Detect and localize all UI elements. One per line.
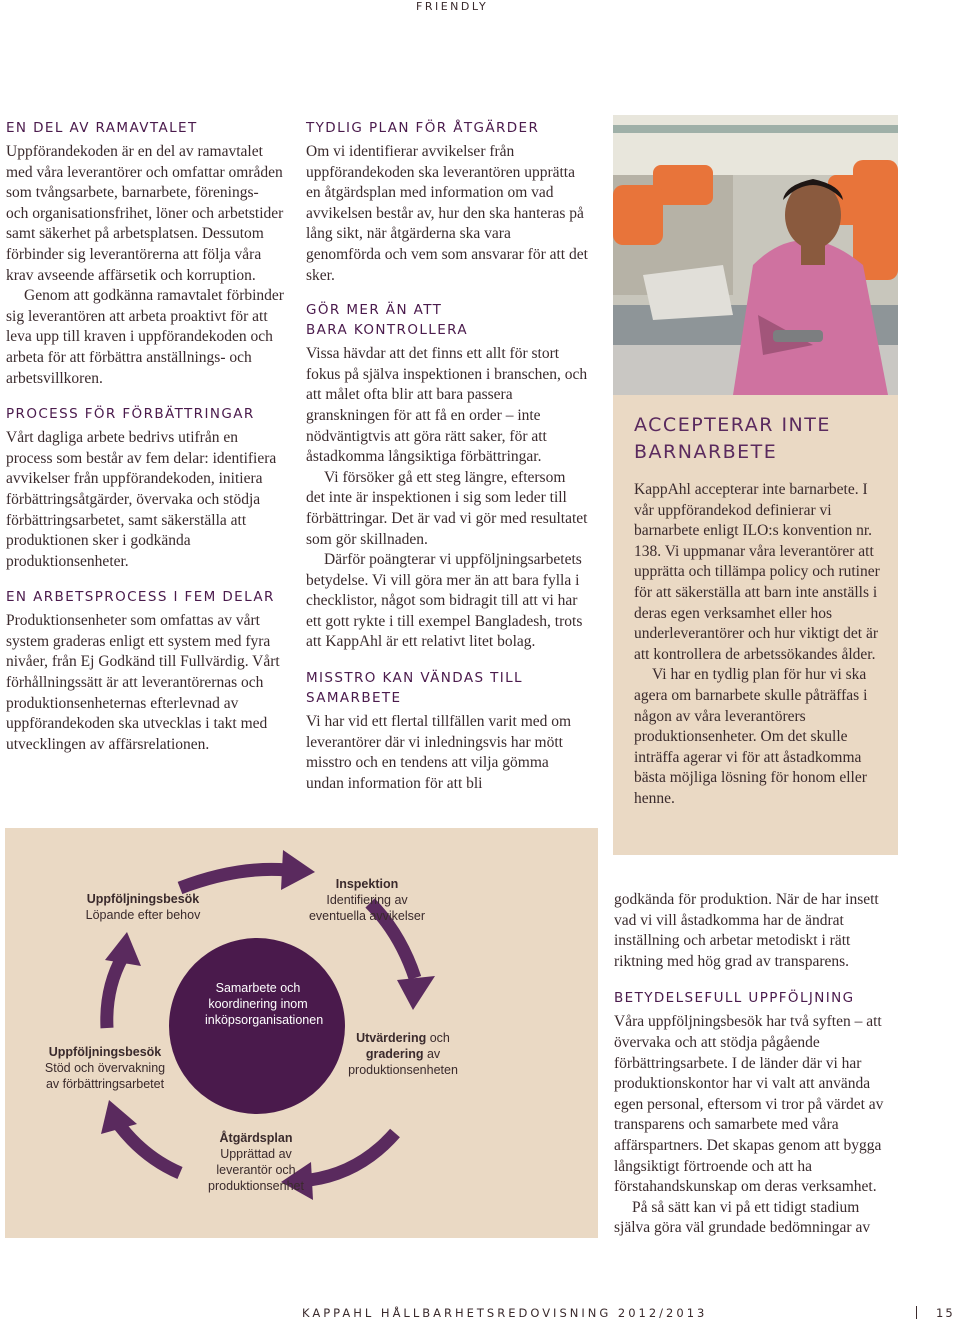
heading-process: PROCESS FÖR FÖRBÄTTRINGAR <box>6 406 255 423</box>
label-atgardsplan <box>208 1130 304 1194</box>
paragraph: Om vi identifierar avvikelser från uppförandekoden ska leverantören upprätta en åtgärdsplan med information om vad avvikelsen består av, hur den ska hanteras på lång sikt, när åtgärderna ska vara genomförda och vem som ansvarar för att det sker. <box>306 143 588 284</box>
paragraph: Därför poängterar vi uppföljningsarbetets betydelse. Vi vill göra mer än att bara fylla i checklistor, något som bidragit till att vi har ett gott rykte i till exempel Bangladesh, trots att KappAhl är ett relativt litet bolag. <box>306 551 583 651</box>
paragraph: Vissa hävdar att det finns ett allt för stort fokus på själva inspektionen i branschen, och att målet ofta blir att bara passera granskningen för att få en order – inte nödväntigtvis att göra rätt saker, för att åstadkomma långsiktiga förbättringar. <box>306 345 588 466</box>
arrow-bottom-right <box>310 1133 395 1180</box>
paragraph: På så sätt kan vi på ett tidigt stadium själva göra väl grundade bedömningar av <box>614 1198 871 1237</box>
sidebar-heading <box>634 412 884 466</box>
heading-gor-mer <box>306 300 588 340</box>
label-text: och <box>426 1031 450 1045</box>
label-sub: Stöd och övervakning av förbättringsarbetet <box>44 1061 166 1091</box>
process-diagram <box>5 828 598 1238</box>
photo-illustration <box>613 115 898 395</box>
sidebar-barnarbete <box>613 395 898 855</box>
label-uppfoljning-lopande <box>75 891 211 923</box>
label-title: Uppföljningsbesök <box>86 892 200 906</box>
heading-line: GÖR MER ÄN ATT <box>306 302 443 319</box>
heading-line: SAMARBETE <box>306 690 402 707</box>
paragraph: Uppförandekoden är en del av ramavtalet med våra leverantörer och omfattar områden som tvångsarbete, barnarbete, förenings- och organisationsfrihet, löner och arbetstider samt säkerhet på arbetsplatsen. Dessutom förbinder sig leverantörerna att följa våra krav avseende affärsetik och korruption. <box>6 143 284 284</box>
footer-title: KAPPAHL HÅLLBARHETSREDOVISNING 2012/2013 <box>302 1306 708 1320</box>
label-title: Inspektion <box>335 877 399 891</box>
heading-line: BARA KONTROLLERA <box>306 322 468 339</box>
heading-betydelsefull: BETYDELSEFULL UPPFÖLJNING <box>614 990 855 1007</box>
factory-worker-photo <box>613 115 898 395</box>
paragraph: Vi försöker gå ett steg längre, eftersom det inte är inspektionen i sig som leder till förbättringar. Det är vad vi gör med resultatet som gör skillnaden. <box>306 468 588 548</box>
paragraph: Produktionsenheter som omfattas av vårt system graderas enligt ett system med fyra nivåer, från Ej Godkänd till Fullvärdig. Vårt förhållningssätt är att leverantörernas och produktionsenheternas efterlevnad av uppförandekoden ska utvecklas i takt med utvecklingen av affärsrelationen. <box>6 612 280 753</box>
running-head: FRIENDLY <box>416 0 489 13</box>
label-text: av produktionsenheten <box>348 1047 458 1077</box>
heading-misstro <box>306 668 588 708</box>
label-sub: Upprättad av leverantör och produktionsenhet <box>208 1147 304 1193</box>
arrow-bottom-left <box>120 1126 180 1173</box>
arrowhead <box>105 932 141 966</box>
paragraph: Våra uppföljningsbesök har två syften – att övervaka och att stödja pågående förbättringsarbete. I de länder där vi har produktionskontor har vi valt att använda egen personal, eftersom vi tror på värdet av transparens och samarbete med våra affärspartners. Det skapas genom att bygga långsiktigt förtroende och att ha förstahandskunskap om deras verksamhet. <box>614 1013 884 1196</box>
arrowhead <box>397 976 435 1010</box>
center-label: Samarbete och koordinering inom inköpsorganisationen <box>205 981 324 1027</box>
footer-divider <box>916 1306 917 1319</box>
label-sub: Identifiering av eventuella avvikelser <box>308 893 426 923</box>
label-inspektion <box>305 876 429 924</box>
paragraph: Genom att godkänna ramavtalet förbinder sig leverantören att arbeta proaktivt för att leva upp till kraven i uppförandekoden och arbeta för att förbättra anställnings- och arbetsvillkoren. <box>6 287 284 387</box>
arrow-left <box>107 956 123 1028</box>
page-number: 15 <box>936 1306 955 1320</box>
paragraph: godkända för produktion. När de har insett vad vi vill åstadkomma har de ändrat inställning och arbetar metodiskt i rätt riktning med hög grad av transparens. <box>614 891 879 970</box>
middle-column <box>306 118 588 794</box>
heading-arbetsprocess: EN ARBETSPROCESS I FEM DELAR <box>6 589 275 606</box>
heading-tydlig-plan: TYDLIG PLAN FÖR ÅTGÄRDER <box>306 120 540 136</box>
label-sub: Löpande efter behov <box>85 908 201 922</box>
label-title: Åtgärdsplan <box>219 1131 293 1145</box>
label-uppfoljning-stod <box>41 1044 169 1092</box>
label-utvardering <box>343 1030 463 1078</box>
label-title: Uppföljningsbesök <box>48 1045 162 1059</box>
heading-line: BARNARBETE <box>634 441 778 463</box>
heading-line: MISSTRO KAN VÄNDAS TILL <box>306 670 523 687</box>
heading-line: ACCEPTERAR INTE <box>634 414 831 436</box>
paragraph: Vi har vid ett flertal tillfällen varit med om leverantörer där vi inledningsvis har mött misstro och en tendens att vilja gömma undan information för att bli <box>306 713 572 792</box>
label-bold: Utvärdering <box>356 1031 427 1045</box>
arrowhead <box>101 1100 137 1134</box>
heading-ramavtalet: EN DEL AV RAMAVTALET <box>6 120 198 136</box>
left-column <box>6 118 284 755</box>
right-column <box>614 890 894 1239</box>
paragraph: Vårt dagliga arbete bedrivs utifrån en process som består av fem delar: identifiera avvikelser från uppförandekoden, initiera förbättringsåtgärder, övervaka och stödja förbättringsarbetet, samt säkerställa att produktionen sker i godkända produktionsenheter. <box>6 429 277 570</box>
paragraph: Vi har en tydlig plan för hur vi ska agera om barnarbete skulle påträffas i någon av våra leverantörers produktionsenheter. Om det skulle inträffa agerar vi för att åstadkomma bästa möjliga lösning för honom eller henne. <box>634 666 868 807</box>
label-bold: gradering <box>365 1047 424 1061</box>
arrow-top <box>180 869 287 888</box>
paragraph: KappAhl accepterar inte barnarbete. I vår uppförandekod definierar vi barnarbete enligt ILO:s konvention nr. 138. Vi uppmanar våra leverantörer att upprätta och tillämpa policy och rutiner för att säkerställa att barn inte anställs i deras egen verksamhet eller hos underleverantörer och hur viktigt det är att kontrollera de arbetssökandes ålder. <box>634 481 880 663</box>
